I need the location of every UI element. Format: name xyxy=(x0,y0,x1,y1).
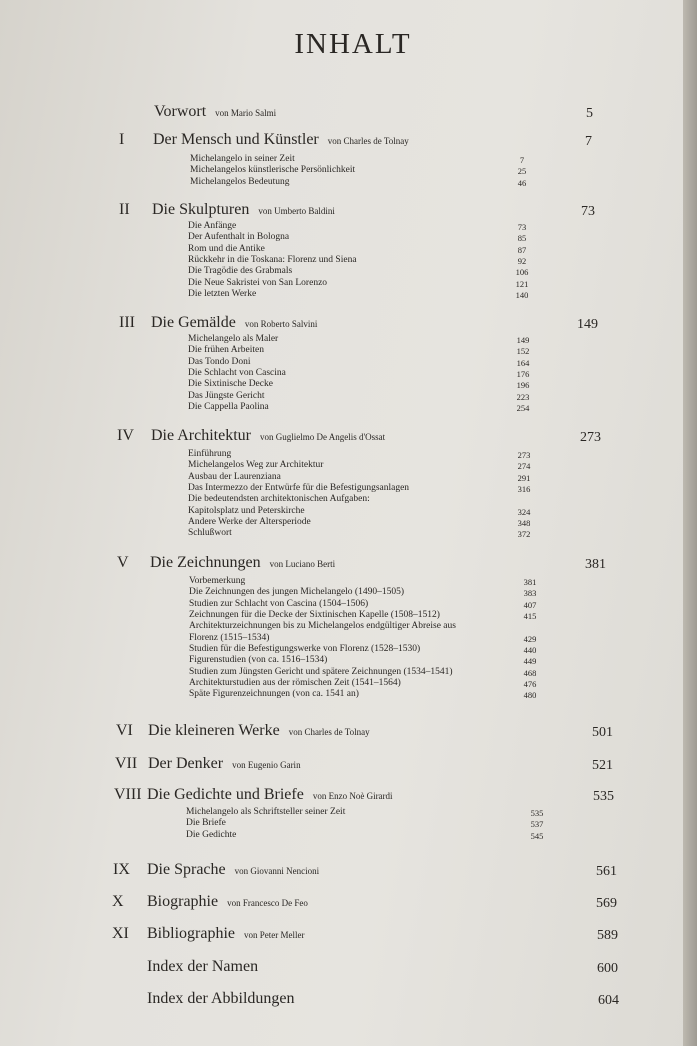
subsection-page-number: 545 xyxy=(530,830,544,841)
subsection-title: Die Briefe xyxy=(186,818,226,829)
chapter-title xyxy=(147,786,393,804)
subsection-page-number: 381 xyxy=(523,577,537,587)
subsection-page-number: 46 xyxy=(517,177,527,188)
subsection-title: Michelangelos Bedeutung xyxy=(190,176,290,187)
subsection-page-number: 254 xyxy=(516,403,530,414)
chapter-title xyxy=(154,103,276,121)
subsection-title: Zeichnungen für die Decke der Sixtinischen Kapelle (1508–1512) xyxy=(189,610,440,621)
subsection-title: Die Tragödie des Grabmals xyxy=(188,266,293,277)
chapter-number: II xyxy=(119,201,130,218)
subsection-pages xyxy=(510,450,538,541)
subsection-title: Studien zur Schlacht von Cascina (1504–1506) xyxy=(189,598,369,609)
subsection-list xyxy=(189,576,456,701)
subsection-page-number: 7 xyxy=(519,155,525,165)
subsection-pages xyxy=(508,155,536,189)
subsection-list xyxy=(188,221,357,300)
subsection-page-number: 316 xyxy=(517,484,531,495)
subsection-title: Späte Figurenzeichnungen (von ca. 1541 an) xyxy=(189,689,359,700)
chapter-author: von Luciano Berti xyxy=(269,559,336,569)
chapter-author: von Peter Meller xyxy=(243,930,305,940)
chapter-title xyxy=(147,925,304,943)
subsection-page-number: 196 xyxy=(516,380,530,391)
subsection-pages xyxy=(509,335,537,414)
subsection-title: Michelangelo als Schriftsteller seiner Zeit xyxy=(186,807,346,817)
chapter-title xyxy=(151,427,385,445)
chapter-author: von Enzo Noè Girardi xyxy=(312,791,393,801)
chapter-page-number: 73 xyxy=(581,204,595,219)
chapter-number: VII xyxy=(115,755,138,772)
subsection-page-number: 140 xyxy=(515,290,529,301)
subsection-list xyxy=(190,154,355,188)
subsection-title: Andere Werke der Altersperiode xyxy=(188,517,311,528)
subsection-page-number: 164 xyxy=(516,357,530,368)
chapter-title xyxy=(147,861,319,879)
chapter-page-number: 604 xyxy=(598,993,619,1008)
subsection-title: Michelangelo in seiner Zeit xyxy=(190,154,295,164)
subsection-page-number: 152 xyxy=(516,346,530,357)
chapter-number: VIII xyxy=(114,786,142,803)
subsection-page-number: 324 xyxy=(517,506,531,517)
chapter-title-text: Index der Abbildungen xyxy=(147,990,295,1007)
chapter-title-text: Die Zeichnungen xyxy=(150,554,261,571)
subsection-page-number: 468 xyxy=(523,667,537,678)
subsection-page-number: 440 xyxy=(523,645,537,656)
chapter-title-text: Die Gedichte und Briefe xyxy=(147,786,304,803)
subsection-page-number: 176 xyxy=(516,369,530,380)
chapter-title-text: Die Sprache xyxy=(147,861,226,878)
subsection-title: Studien zum Jüngsten Gericht und spätere Zeichnungen (1534–1541) xyxy=(189,666,453,677)
chapter-title xyxy=(152,201,335,219)
subsection-page-number: 92 xyxy=(517,256,527,267)
subsection-title: Michelangelos Weg zur Architektur xyxy=(188,460,324,471)
subsection-page-number: 415 xyxy=(523,611,537,622)
chapter-number: III xyxy=(119,314,135,331)
subsection-title: Kapitolsplatz und Peterskirche xyxy=(188,505,305,516)
chapter-page-number: 600 xyxy=(597,961,618,976)
subsection-page-number: 106 xyxy=(515,267,529,278)
subsection-page-number: 372 xyxy=(517,529,531,540)
subsection-pages xyxy=(516,577,544,702)
subsection-title: Michelangelos künstlerische Persönlichkeit xyxy=(190,165,356,176)
chapter-author: von Giovanni Nencioni xyxy=(234,866,320,876)
chapter-title xyxy=(147,893,308,911)
subsection-page-number: 383 xyxy=(523,588,537,599)
chapter-title xyxy=(153,131,409,149)
subsection-page-number: 87 xyxy=(517,244,527,255)
subsection-title: Das Intermezzo der Entwürfe für die Befestigungsanlagen xyxy=(188,483,410,494)
subsection-page-number: 273 xyxy=(517,450,531,460)
subsection-page-number: 348 xyxy=(517,518,531,529)
subsection-page-number: 73 xyxy=(517,222,527,232)
chapter-title-text: Biographie xyxy=(147,893,219,910)
chapter-page-number: 149 xyxy=(577,317,598,332)
subsection-title: Die Anfänge xyxy=(188,221,237,231)
chapter-title xyxy=(147,958,258,976)
subsection-title: Der Aufenthalt in Bologna xyxy=(188,232,290,243)
chapter-page-number: 5 xyxy=(586,106,593,121)
subsection-title: Architekturzeichnungen bis zu Michelangelos endgültiger Abreise aus xyxy=(189,621,456,632)
chapter-author: von Guglielmo De Angelis d'Ossat xyxy=(259,432,386,442)
subsection-title: Einführung xyxy=(188,449,232,459)
chapter-page-number: 589 xyxy=(597,928,618,943)
subsection-list xyxy=(186,807,345,841)
subsection-page-number xyxy=(510,495,538,506)
subsection-title: Michelangelo als Maler xyxy=(188,334,279,344)
subsection-page-number: 121 xyxy=(515,278,529,289)
chapter-title-text: Die Architektur xyxy=(151,427,251,444)
chapter-author: von Umberto Baldini xyxy=(258,206,335,216)
subsection-pages xyxy=(508,222,536,301)
chapter-title xyxy=(147,990,295,1008)
chapter-title-text: Die kleineren Werke xyxy=(148,722,280,739)
subsection-page-number: 291 xyxy=(517,472,531,483)
subsection-page-number: 223 xyxy=(516,391,530,402)
chapter-number: IV xyxy=(117,427,134,444)
chapter-title-text: Bibliographie xyxy=(147,925,235,942)
chapter-page-number: 273 xyxy=(580,430,601,445)
subsection-title: Das Jüngste Gericht xyxy=(188,390,265,401)
subsection-page-number: 274 xyxy=(517,461,531,472)
chapter-title-text: Die Skulpturen xyxy=(152,201,250,218)
chapter-author: von Charles de Tolnay xyxy=(327,136,409,146)
chapter-page-number: 521 xyxy=(592,758,613,773)
chapter-title-text: Der Mensch und Künstler xyxy=(153,131,319,148)
subsection-page-number: 429 xyxy=(523,633,537,644)
subsection-pages xyxy=(523,808,551,842)
chapter-page-number: 535 xyxy=(593,789,614,804)
subsection-title: Studien für die Befestigungswerke von Florenz (1528–1530) xyxy=(189,644,421,655)
subsection-page-number: 407 xyxy=(523,599,537,610)
subsection-title: Florenz (1515–1534) xyxy=(189,632,270,643)
chapter-number: I xyxy=(119,131,125,148)
chapter-title xyxy=(148,722,370,740)
subsection-title: Die Sixtinische Decke xyxy=(188,379,273,390)
chapter-author: von Roberto Salvini xyxy=(244,319,318,329)
chapter-page-number: 381 xyxy=(585,557,606,572)
subsection-title: Rückkehr in die Toskana: Florenz und Siena xyxy=(188,255,357,266)
subsection-page-number: 149 xyxy=(516,335,530,345)
subsection-page-number: 537 xyxy=(530,819,544,830)
subsection-page-number: 25 xyxy=(517,166,527,177)
chapter-page-number: 561 xyxy=(596,864,617,879)
chapter-page-number: 569 xyxy=(596,896,617,911)
chapter-author: von Charles de Tolnay xyxy=(288,727,370,737)
subsection-title: Das Tondo Doni xyxy=(188,356,251,367)
subsection-page-number: 85 xyxy=(517,233,527,244)
subsection-title: Die Zeichnungen des jungen Michelangelo (1490–1505) xyxy=(189,587,405,598)
subsection-page-number: 480 xyxy=(523,690,537,701)
subsection-title: Figurenstudien (von ca. 1516–1534) xyxy=(189,655,328,666)
chapter-number: VI xyxy=(116,722,133,739)
chapter-number: X xyxy=(112,893,124,910)
subsection-page-number xyxy=(516,622,544,633)
chapter-title-text: Der Denker xyxy=(148,755,224,772)
chapter-number: IX xyxy=(113,861,130,878)
subsection-title: Schlußwort xyxy=(188,528,232,539)
subsection-title: Rom und die Antike xyxy=(188,243,265,254)
chapter-author: von Eugenio Garin xyxy=(232,760,301,770)
chapter-number: XI xyxy=(112,925,129,942)
subsection-list xyxy=(188,449,409,540)
page-title: INHALT xyxy=(294,28,412,60)
subsection-page-number: 535 xyxy=(530,808,544,818)
subsection-page-number: 476 xyxy=(523,679,537,690)
subsection-title: Die Cappella Paolina xyxy=(188,402,269,413)
chapter-title-text: Die Gemälde xyxy=(151,314,236,331)
subsection-list xyxy=(188,334,286,413)
chapter-page-number: 7 xyxy=(585,134,592,149)
chapter-title xyxy=(148,755,301,773)
subsection-page-number: 449 xyxy=(523,656,537,667)
chapter-title xyxy=(150,554,335,572)
subsection-title: Vorbemerkung xyxy=(189,576,246,586)
page-edge xyxy=(683,0,697,1046)
subsection-title: Die frühen Arbeiten xyxy=(188,345,264,356)
chapter-title-text: Vorwort xyxy=(154,103,207,120)
subsection-title: Die Neue Sakristei von San Lorenzo xyxy=(188,277,328,288)
subsection-title: Die letzten Werke xyxy=(188,289,257,300)
subsection-title: Die bedeutendsten architektonischen Aufgaben: xyxy=(188,494,370,505)
chapter-author: von Mario Salmi xyxy=(215,108,277,118)
chapter-title xyxy=(151,314,317,332)
subsection-title: Die Gedichte xyxy=(186,829,237,840)
chapter-page-number: 501 xyxy=(592,725,613,740)
chapter-number: V xyxy=(117,554,129,571)
chapter-title-text: Index der Namen xyxy=(147,958,259,975)
chapter-author: von Francesco De Feo xyxy=(227,898,308,908)
subsection-title: Architekturstudien aus der römischen Zeit (1541–1564) xyxy=(189,678,401,689)
subsection-title: Ausbau der Laurenziana xyxy=(188,471,281,482)
subsection-title: Die Schlacht von Cascina xyxy=(188,368,286,379)
